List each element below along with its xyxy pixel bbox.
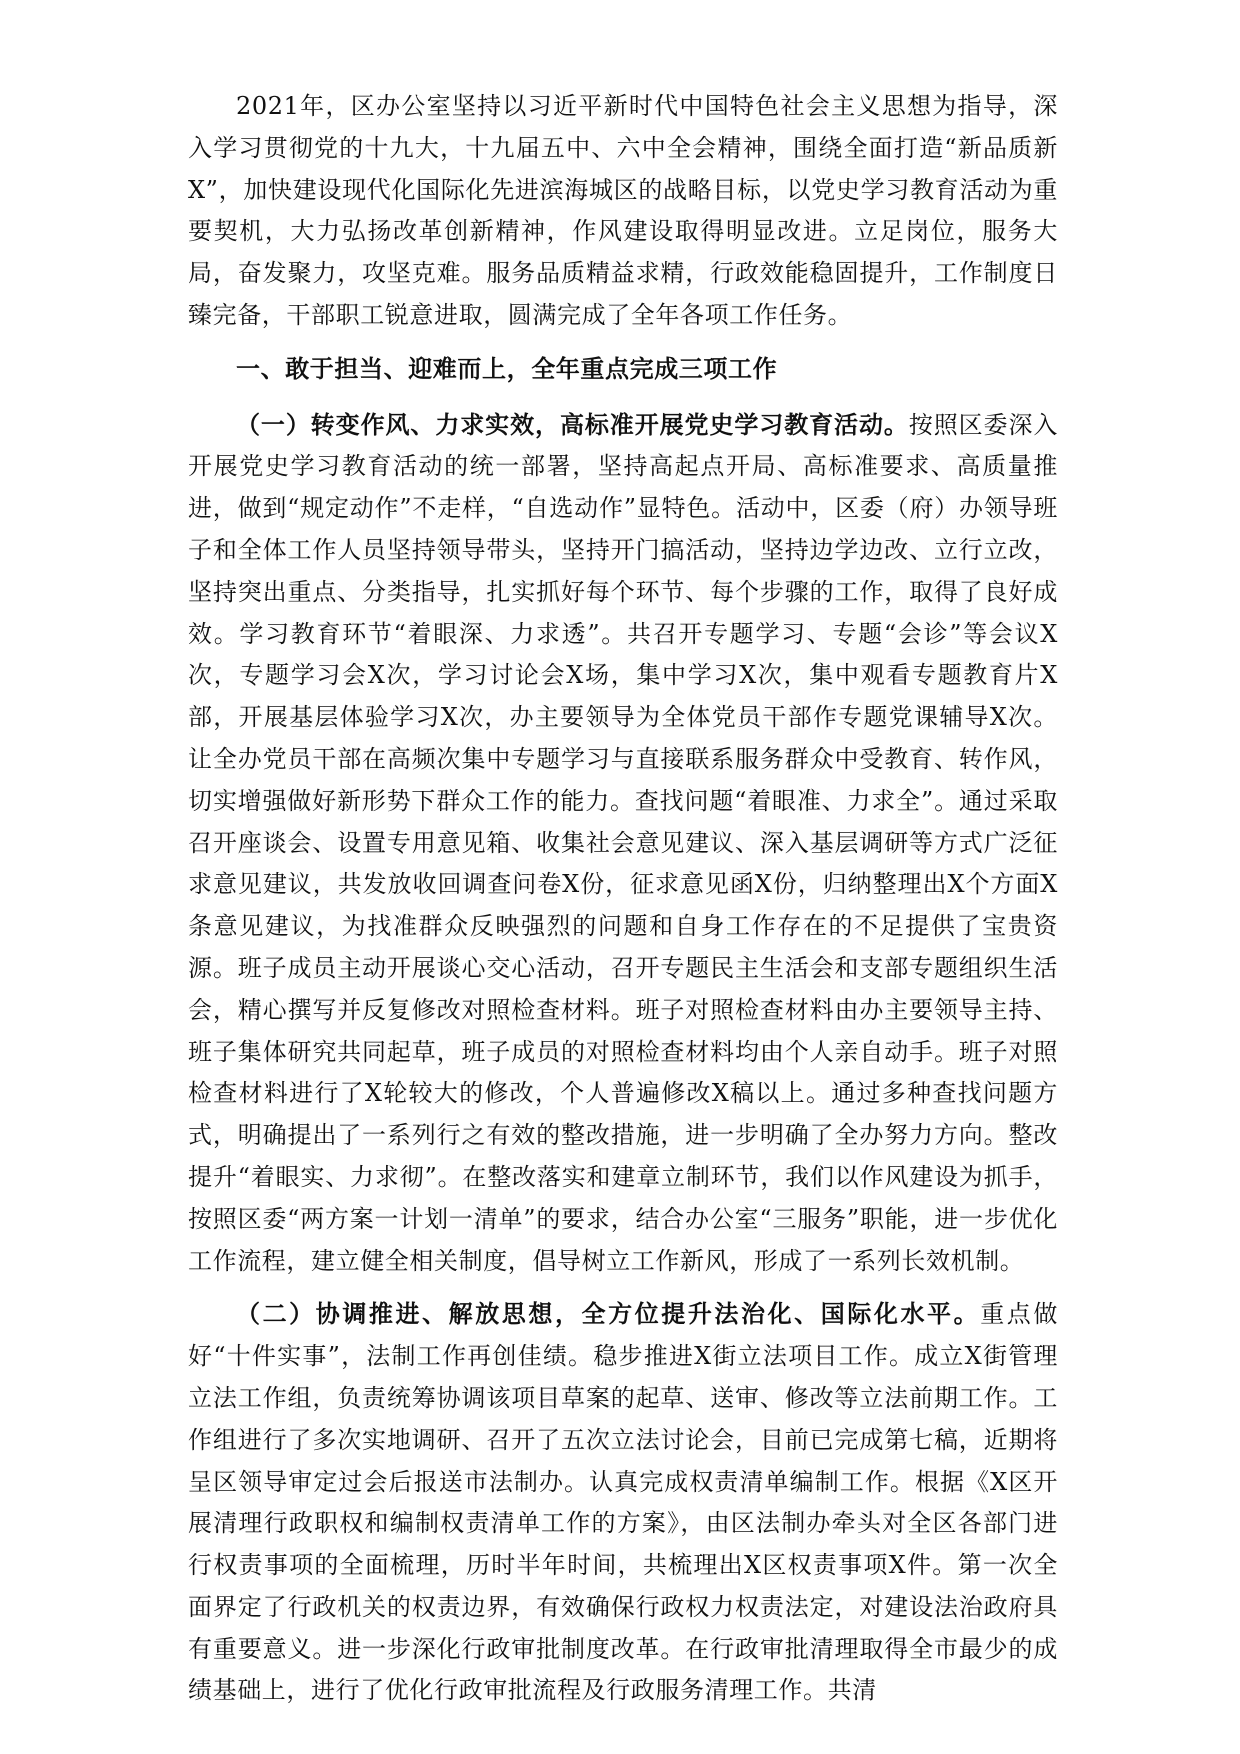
section1-item1-paragraph (188, 405, 1058, 1283)
document-page (188, 86, 1058, 1724)
section1-item2-paragraph (188, 1294, 1058, 1712)
section-heading-1: 一、敢于担当、迎难而上，全年重点完成三项工作 (236, 354, 778, 383)
item1-body: 按照区委深入开展党史学习教育活动的统一部署，坚持高起点开局、高标准要求、高质量推进，做到“规定动作”不走样，“自选动作”显特色。活动中，区委（府）办领导班子和全体工作人员坚持领导带头，坚持开门搞活动，坚持边学边改、立行立改，坚持突出重点、分类指导，扎实抓好每个环节、每个步骤的工作，取得了良好成效。学习教育环节“着眼深、力求透”。共召开专题学习、专题“会诊”等会议X次，专题学习会X次，学习讨论会X场，集中学习X次，集中观看专题教育片X部，开展基层体验学习X次，办主要领导为全体党员干部作专题党课辅导X次。让全办党员干部在高频次集中专题学习与直接联系服务群众中受教育、转作风，切实增强做好新形势下群众工作的能力。查找问题“着眼准、力求全”。通过采取召开座谈会、设置专用意见箱、收集社会意见建议、深入基层调研等方式广泛征求意见建议，共发放收回调查问卷X份，征求意见函X份，归纳整理出X个方面X条意见建议，为找准群众反映强烈的问题和自身工作存在的不足提供了宝贵资源。班子成员主动开展谈心交心活动，召开专题民主生活会和支部专题组织生活会，精心撰写并反复修改对照检查材料。班子对照检查材料由办主要领导主持、班子集体研究共同起草，班子成员的对照检查材料均由个人亲自动手。班子对照检查材料进行了X轮较大的修改，个人普遍修改X稿以上。通过多种查找问题方式，明确提出了一系列行之有效的整改措施，进一步明确了全办努力方向。整改提升“着眼实、力求彻”。在整改落实和建章立制环节，我们以作风建设为抓手，按照区委“两方案一计划一清单”的要求，结合办公室“三服务”职能，进一步优化工作流程，建立健全相关制度，倡导树立工作新风，形成了一系列长效机制。 (188, 410, 1058, 1275)
item2-body: 重点做好“十件实事”，法制工作再创佳绩。稳步推进X街立法项目工作。成立X街管理立法工作组，负责统筹协调该项目草案的起草、送审、修改等立法前期工作。工作组进行了多次实地调研、召开了五次立法讨论会，目前已完成第七稿，近期将呈区领导审定过会后报送市法制办。认真完成权责清单编制工作。根据《X区开展清理行政职权和编制权责清单工作的方案》，由区法制办牵头对全区各部门进行权责事项的全面梳理，历时半年时间，共梳理出X区权责事项X件。第一次全面界定了行政机关的权责边界，有效确保行政权力权责法定，对建设法治政府具有重要意义。进一步深化行政审批制度改革。在行政审批清理取得全市最少的成绩基础上，进行了优化行政审批流程及行政服务清理工作。共清 (188, 1300, 1058, 1705)
item1-title: （一）转变作风、力求实效，高标准开展党史学习教育活动。 (236, 410, 909, 439)
intro-paragraph: 2021年，区办公室坚持以习近平新时代中国特色社会主义思想为指导，深入学习贯彻党的十九大，十九届五中、六中全会精神，围绕全面打造“新品质新X”，加快建设现代化国际化先进滨海城区的战略目标，以党史学习教育活动为重要契机，大力弘扬改革创新精神，作风建设取得明显改进。立足岗位，服务大局，奋发聚力，攻坚克难。服务品质精益求精，行政效能稳固提升，工作制度日臻完备，干部职工锐意进取，圆满完成了全年各项工作任务。 (188, 92, 1058, 329)
item2-title: （二）协调推进、解放思想，全方位提升法治化、国际化水平。 (236, 1300, 981, 1329)
